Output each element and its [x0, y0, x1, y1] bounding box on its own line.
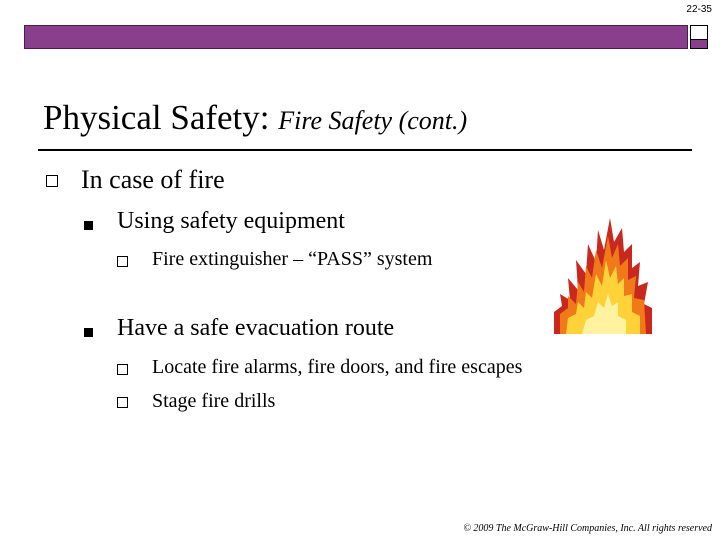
title-main: Physical Safety: — [43, 98, 270, 137]
bullet-using-safety-equipment: Using safety equipment — [117, 208, 345, 234]
header-accent-square — [690, 25, 708, 40]
bullet-solid-square-icon — [84, 221, 93, 230]
bullet-locate-fire-alarms: Locate fire alarms, fire doors, and fire escapes — [152, 356, 523, 378]
bullet-stage-fire-drills: Stage fire drills — [152, 390, 276, 412]
title-sub: Fire Safety (cont.) — [278, 106, 468, 135]
bullet-fire-extinguisher: Fire extinguisher – “PASS” system — [152, 248, 433, 270]
copyright-notice: © 2009 The McGraw-Hill Companies, Inc. All rights reserved — [463, 523, 712, 534]
header-accent-bar — [24, 25, 688, 49]
bullet-open-square-icon — [117, 256, 128, 267]
bullet-open-square-icon — [117, 364, 128, 375]
bullet-open-square-icon — [46, 175, 58, 187]
bullet-in-case-of-fire: In case of fire — [81, 165, 225, 194]
bullet-safe-evacuation-route: Have a safe evacuation route — [117, 315, 395, 341]
slide-title — [43, 98, 467, 138]
fire-clipart-icon — [552, 216, 654, 336]
title-underline — [38, 149, 692, 151]
slide-number: 22-35 — [686, 4, 712, 15]
header-accent-square-fill — [690, 39, 708, 49]
bullet-solid-square-icon — [84, 328, 93, 337]
bullet-open-square-icon — [117, 397, 128, 408]
